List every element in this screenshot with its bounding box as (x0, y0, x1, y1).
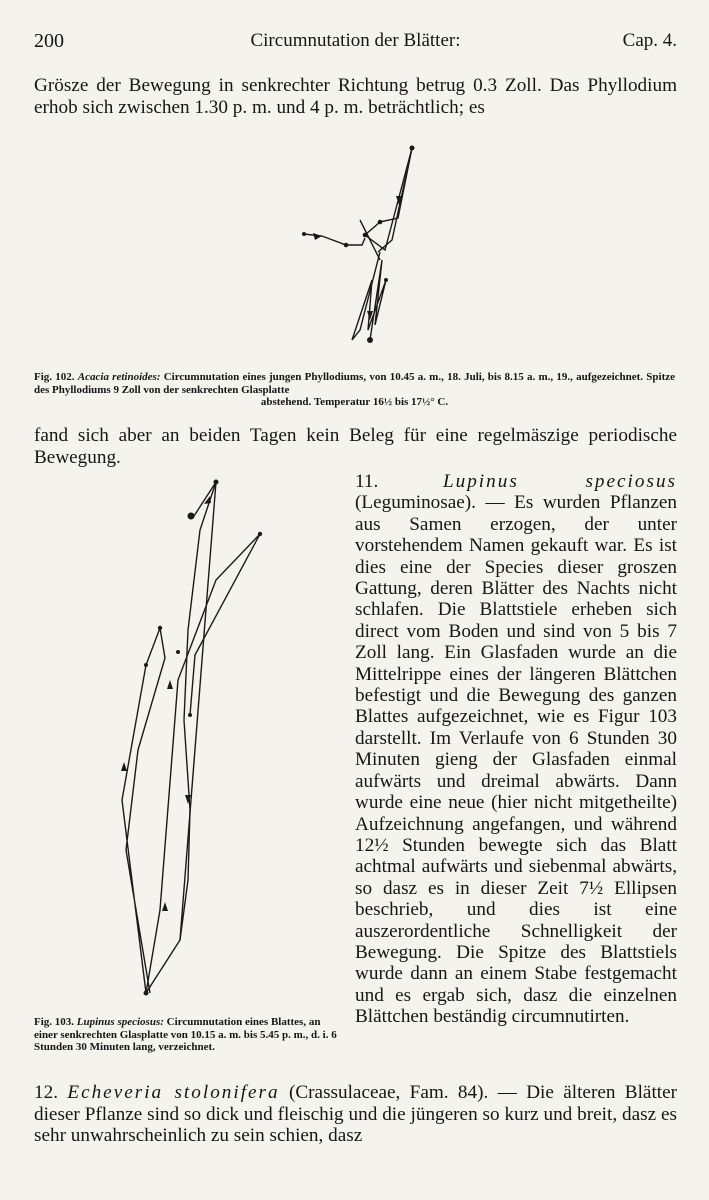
paragraph-mid: fand sich aber an beiden Tagen kein Beleg für eine regelmäszige periodische Bewegung. (34, 425, 677, 468)
paragraph-top: Grösze der Bewegung in senkrechter Richtung betrug 0.3 Zoll. Das Phyllodium erhob sich zwischen 1.30 p. m. und 4 p. m. beträchtlich; es (34, 75, 677, 118)
section-12-species: Echeveria stolonifera (67, 1082, 280, 1103)
figure-102-label: Fig. 102. (34, 371, 75, 383)
section-11-text: (Leguminosae). — Es wurden Pflanzen aus Samen erzogen, der unter vorstehendem Namen gekauft war. Es ist dies eine der Species dieser groszen Gattung, deren Blätter des Nachts nicht schlafen. Die Blattstiele erheben sich direct vom Boden und sind von 5 bis 7 Zoll lang. Ein Glasfaden wurde an die Mittelrippe eines der längeren Blättchen befestigt und die Bewegung des ganzen Blattes aufgezeichnet, wie es Figur 103 darstellt. Im Verlaufe von 6 Stunden 30 Minuten gieng der Glasfaden einmal aufwärts und dreimal abwärts. Dann wurde eine neue (hier nicht mitgetheilte) Aufzeichnung angefangen, und während 12½ Stunden bewegte sich das Blatt achtmal aufwärts und siebenmal abwärts, so dasz es in dieser Zeit 7½ Ellipsen beschrieb, und dies ist eine auszerordentliche Schnelligkeit der Bewegung. Die Spitze des Blattstiels wurde dann an einem Stabe festgemacht und es ergab sich, dasz die einzelnen Blättchen beständig circumnutirten. (355, 492, 677, 1028)
figure-103-species: Lupinus speciosus: (76, 1016, 164, 1028)
figure-103-tracing (0, 470, 340, 1010)
section-12-number: 12. (34, 1082, 58, 1103)
figure-103-text: Circumnutation eines Blattes, an einer senkrechten Glasplatte von 10.15 a. m. bis 5.45 p. m., d. i. 6 Stunden 30 Minuten lang, verzeichnet. (34, 1016, 337, 1054)
section-11-species: Lupinus speciosus (442, 471, 678, 492)
section-11 (355, 471, 677, 1028)
running-header (34, 30, 677, 56)
figure-102-caption (34, 371, 675, 409)
section-12 (34, 1082, 677, 1147)
figure-102-text: Circumnutation eines jungen Phyllodiums, von 10.45 a. m., 18. Juli, bis 8.15 a. m., 19., aufgezeichnet. Spitze des Phyllodiums 9 Zoll von der senkrechten Glasplatte (34, 371, 676, 396)
figure-102-text-last: abstehend. Temperatur 16½ bis 17½° C. (260, 396, 449, 409)
figure-102-tracing (0, 130, 709, 370)
figure-103-caption (34, 1016, 338, 1054)
figure-102-species: Acacia retinoides: (77, 371, 161, 383)
section-12-text: (Crassulaceae, Fam. 84). — Die älteren Blätter dieser Pflanze sind so dick und fleischig und die jüngeren so kurz und breit, dasz es sehr unwahrscheinlich zu sein schien, dasz (34, 1082, 678, 1147)
chapter-label: Cap. 4. (622, 30, 677, 51)
running-title: Circumnutation der Blätter: (250, 30, 461, 51)
section-11-number: 11. (355, 471, 379, 492)
page-number: 200 (34, 30, 64, 52)
figure-103-label: Fig. 103. (34, 1016, 75, 1028)
